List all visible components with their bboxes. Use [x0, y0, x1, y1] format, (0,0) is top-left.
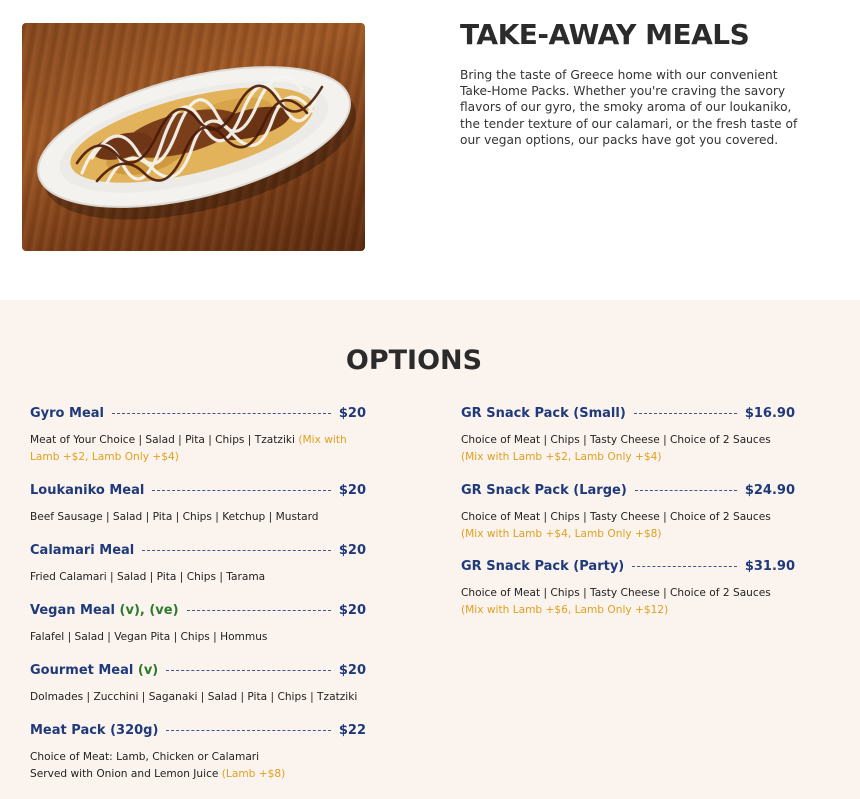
menu-item-snack-pack-party	[461, 557, 795, 619]
item-price: $20	[338, 405, 366, 421]
item-description	[461, 509, 795, 543]
item-price: $20	[338, 662, 366, 678]
menu-item-meat-pack	[30, 721, 366, 783]
dotted-leader	[166, 670, 331, 671]
item-extra: (Mix with Lamb +$6, Lamb Only +$12)	[461, 604, 669, 616]
intro-paragraph: Bring the taste of Greece home with our convenient Take-Home Packs. Whether you're craving the savory flavors of our gyro, the smoky aroma of our loukaniko, the tender texture of our calamari, or the fresh taste of our vegan options, our packs have got you covered.	[460, 68, 798, 147]
item-description	[461, 585, 795, 619]
diet-tag: (v)	[137, 662, 159, 678]
item-name: GR Snack Pack (Small)	[461, 405, 626, 421]
item-desc-text: Choice of Meat | Chips | Tasty Cheese | Choice of 2 Sauces	[461, 434, 771, 446]
item-name	[30, 603, 179, 618]
item-description	[30, 509, 366, 526]
item-description	[30, 569, 366, 586]
takeaway-section	[0, 0, 860, 300]
menu-item-snack-pack-small	[461, 404, 795, 466]
item-name-text: Gourmet Meal	[30, 662, 134, 678]
dotted-leader	[152, 490, 331, 491]
item-price: $20	[338, 482, 366, 498]
item-desc-text: Choice of Meat: Lamb, Chicken or Calamari	[30, 751, 260, 763]
item-desc-text: Fried Calamari | Salad | Pita | Chips | Tarama	[30, 571, 266, 583]
item-description	[461, 432, 795, 466]
dotted-leader	[632, 566, 737, 567]
item-description	[30, 432, 366, 466]
options-heading: OPTIONS	[345, 345, 483, 376]
item-desc-text: Dolmades | Zucchini | Saganaki | Salad | Pita | Chips | Tzatziki	[30, 691, 358, 703]
item-extra: (Lamb +$8)	[221, 768, 286, 780]
options-section	[0, 300, 860, 799]
menu-item-loukaniko-meal	[30, 481, 366, 526]
item-description	[30, 689, 366, 706]
dotted-leader	[187, 610, 331, 611]
item-desc-text-2: Served with Onion and Lemon Juice	[30, 768, 219, 780]
item-desc-text: Choice of Meat | Chips | Tasty Cheese | Choice of 2 Sauces	[461, 511, 771, 523]
menu-item-gyro-meal	[30, 404, 366, 466]
dotted-leader	[166, 730, 330, 731]
menu-item-gourmet-meal	[30, 661, 366, 706]
menu-item-snack-pack-large	[461, 481, 795, 543]
item-name: Meat Pack (320g)	[30, 722, 159, 738]
item-name: Calamari Meal	[30, 542, 135, 558]
item-description	[30, 749, 366, 783]
item-name: Loukaniko Meal	[30, 482, 145, 498]
item-price: $20	[338, 542, 366, 558]
item-name: GR Snack Pack (Large)	[461, 482, 627, 498]
item-extra: (Mix with Lamb +$4, Lamb Only +$8)	[461, 528, 662, 540]
item-name-text: Vegan Meal	[30, 602, 116, 618]
menu-item-calamari-meal	[30, 541, 366, 586]
item-price: $24.90	[744, 482, 795, 498]
item-desc-text: Choice of Meat | Chips | Tasty Cheese | Choice of 2 Sauces	[461, 587, 771, 599]
item-extra: (Mix with Lamb +$2, Lamb Only +$4)	[30, 434, 347, 463]
dotted-leader	[142, 550, 331, 551]
item-price: $31.90	[744, 558, 795, 574]
diet-tag: (v), (ve)	[119, 602, 179, 618]
item-name: Gyro Meal	[30, 405, 104, 421]
item-price: $20	[338, 602, 366, 618]
menu-item-vegan-meal	[30, 601, 366, 646]
item-desc-text: Falafel | Salad | Vegan Pita | Chips | Hommus	[30, 631, 268, 643]
meal-photo	[22, 23, 365, 251]
item-extra: (Mix with Lamb +$2, Lamb Only +$4)	[461, 451, 662, 463]
item-desc-line2	[30, 766, 366, 783]
item-name	[30, 663, 158, 678]
dotted-leader	[112, 413, 331, 414]
item-price: $16.90	[744, 405, 795, 421]
page-title: TAKE-AWAY MEALS	[460, 18, 750, 51]
dotted-leader	[634, 413, 737, 414]
item-desc-text: Beef Sausage | Salad | Pita | Chips | Ketchup | Mustard	[30, 511, 319, 523]
dotted-leader	[635, 490, 737, 491]
item-description	[30, 629, 366, 646]
item-price: $22	[338, 722, 366, 738]
item-name: GR Snack Pack (Party)	[461, 558, 625, 574]
item-desc-text: Meat of Your Choice | Salad | Pita | Chips | Tzatziki	[30, 434, 296, 446]
